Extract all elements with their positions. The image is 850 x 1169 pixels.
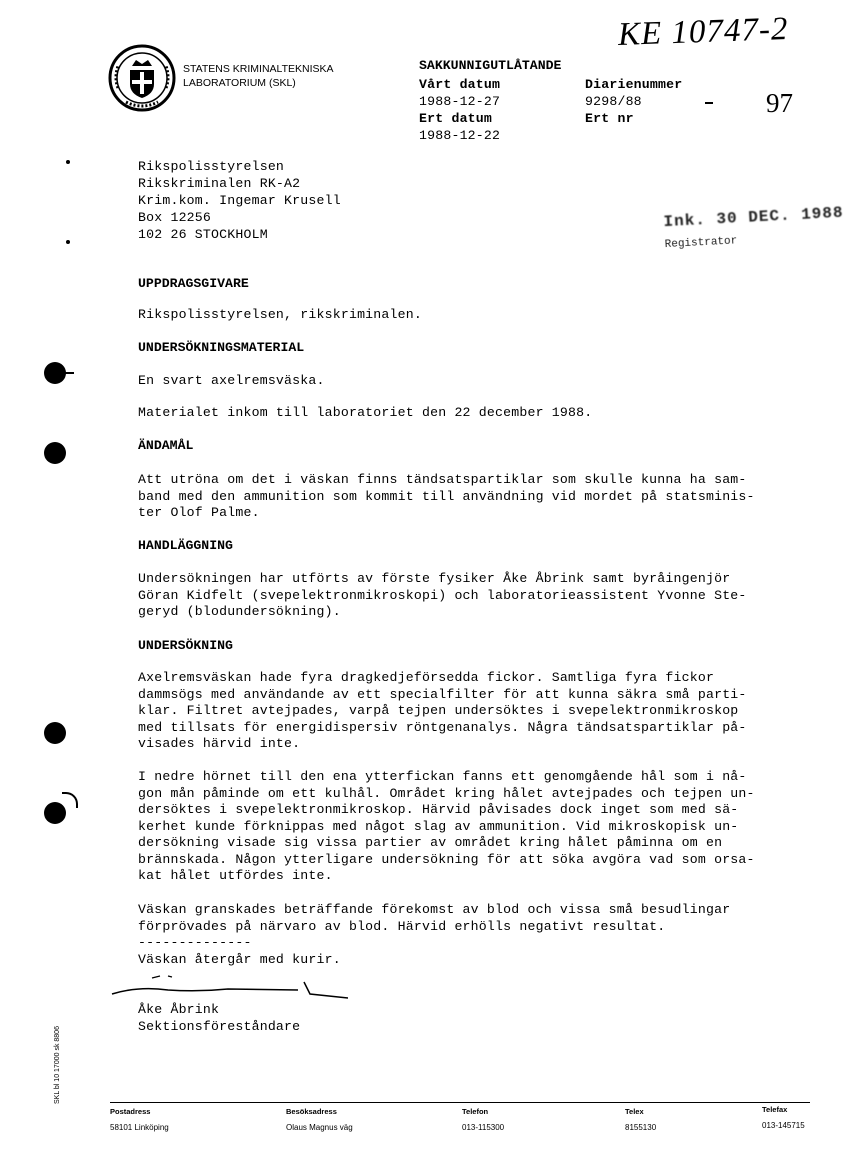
diary-label: Diarienummer [585, 77, 683, 92]
your-date: 1988-12-22 [419, 128, 501, 143]
org-name: STATENS KRIMINALTEKNISKA LABORATORIUM (SKL) [183, 63, 334, 89]
binder-hole-mark [64, 372, 74, 374]
footer-fax: Telefax 013-145715 [762, 1105, 805, 1130]
crest-icon [108, 44, 176, 112]
signatory-name: Åke Åbrink [138, 1002, 220, 1017]
section-title-handling: HANDLÄGGNING [138, 538, 233, 553]
purpose-paragraph: Att utröna om det i väskan finns tändsatspartiklar som skulle kunna ha sam- band med den ammunition som kommit till användning vid mordet på statsminis- ter Olof Palme. [138, 472, 755, 520]
material-received-paragraph: Materialet inkom till laboratoriet den 22 december 1988. [138, 405, 593, 420]
examination-paragraph-2: I nedre hörnet till den ena ytterfickan fanns ett genomgående hål som i nå- gon mån påminde om ett kulhål. Området kring hålet avtejpades och tejpen un- dersöktes i svepelektronmikroskop. Härvid påvisades dock inget som med sä- kerhet kunde förknippas med något slag av ammunition. Vid mikroskopisk un- dersökning visade sig vissa partier av området kring hålet påminna om en brännskada. Någon ytterligare undersökning för att söka avgöra vad som orsa- kat hålet utfördes inte. [138, 769, 755, 883]
binder-hole [44, 362, 66, 384]
diary-block [585, 76, 682, 127]
material-paragraph: En svart axelremsväska. [138, 373, 325, 388]
our-date: 1988-12-27 [419, 94, 501, 109]
skl-logo [108, 44, 176, 112]
footer-visiting: Besöksadress Olaus Magnus väg [286, 1107, 353, 1132]
form-code: SKL bl 10 17000 sk 8806 [54, 1026, 61, 1104]
section-title-client: UPPDRAGSGIVARE [138, 276, 249, 291]
dash-mark [705, 102, 713, 104]
your-date-label: Ert datum [419, 111, 493, 126]
diary-number: 9298/88 [585, 94, 642, 109]
your-ref-label: Ert nr [585, 111, 634, 126]
margin-dot [66, 240, 70, 244]
section-title-material: UNDERSÖKNINGSMATERIAL [138, 340, 305, 355]
received-stamp: Ink. 30 DEC. 1988 Registrator [663, 203, 845, 252]
footer-rule [110, 1102, 810, 1103]
signature-icon [108, 968, 348, 1004]
binder-hole-mark [62, 792, 78, 808]
client-paragraph: Rikspolisstyrelsen, rikskriminalen. [138, 307, 422, 322]
page-number: 97 [766, 88, 793, 118]
section-title-examination: UNDERSÖKNING [138, 638, 233, 653]
signatory-title: Sektionsföreståndare [138, 1019, 301, 1034]
document-type: SAKKUNNIGUTLÅTANDE [419, 58, 562, 73]
margin-dot [66, 160, 70, 164]
handwritten-reference: KE 10747-2 [617, 11, 789, 53]
examination-paragraph-3: Väskan granskades beträffande förekomst av blod och vissa små besudlingar förprövades på närvaro av blod. Härvid erhölls negativt resultat. -------------- Väskan återgår med kurir. [138, 902, 778, 968]
footer-phone: Telefon 013-115300 [462, 1107, 505, 1132]
footer-telex: Telex 8155130 [625, 1107, 657, 1132]
dashes: -------------- [138, 935, 252, 950]
footer-postal: Postadress 58101 Linköping [110, 1107, 169, 1132]
examination-paragraph-1: Axelremsväskan hade fyra dragkedjeförsedda fickor. Samtliga fyra fickor dammsögs med användande av ett specialfilter för att kunna säkra små parti- klar. Filtret avtejpades, varpå tejpen undersöktes i svepelektronmikroskop med tillsats för energidispersiv röntgenanalys. Några tändsatspartiklar på- visades härvid inte. [138, 670, 747, 751]
our-date-label: Vårt datum [419, 77, 501, 92]
signatory [138, 1001, 300, 1035]
our-date-block [419, 76, 500, 144]
binder-hole [44, 722, 66, 744]
handling-paragraph: Undersökningen har utförts av förste fysiker Åke Åbrink samt byråingenjör Göran Kidfelt (svepelektronmikroskopi) och laboratorieassistent Yvonne Ste- geryd (blodundersökning). [138, 571, 747, 619]
binder-hole [44, 442, 66, 464]
recipient-address: Rikspolisstyrelsen Rikskriminalen RK-A2 Krim.kom. Ingemar Krusell Box 12256 102 26 STOCKHOLM [138, 159, 341, 242]
section-title-purpose: ÄNDAMÅL [138, 438, 194, 453]
